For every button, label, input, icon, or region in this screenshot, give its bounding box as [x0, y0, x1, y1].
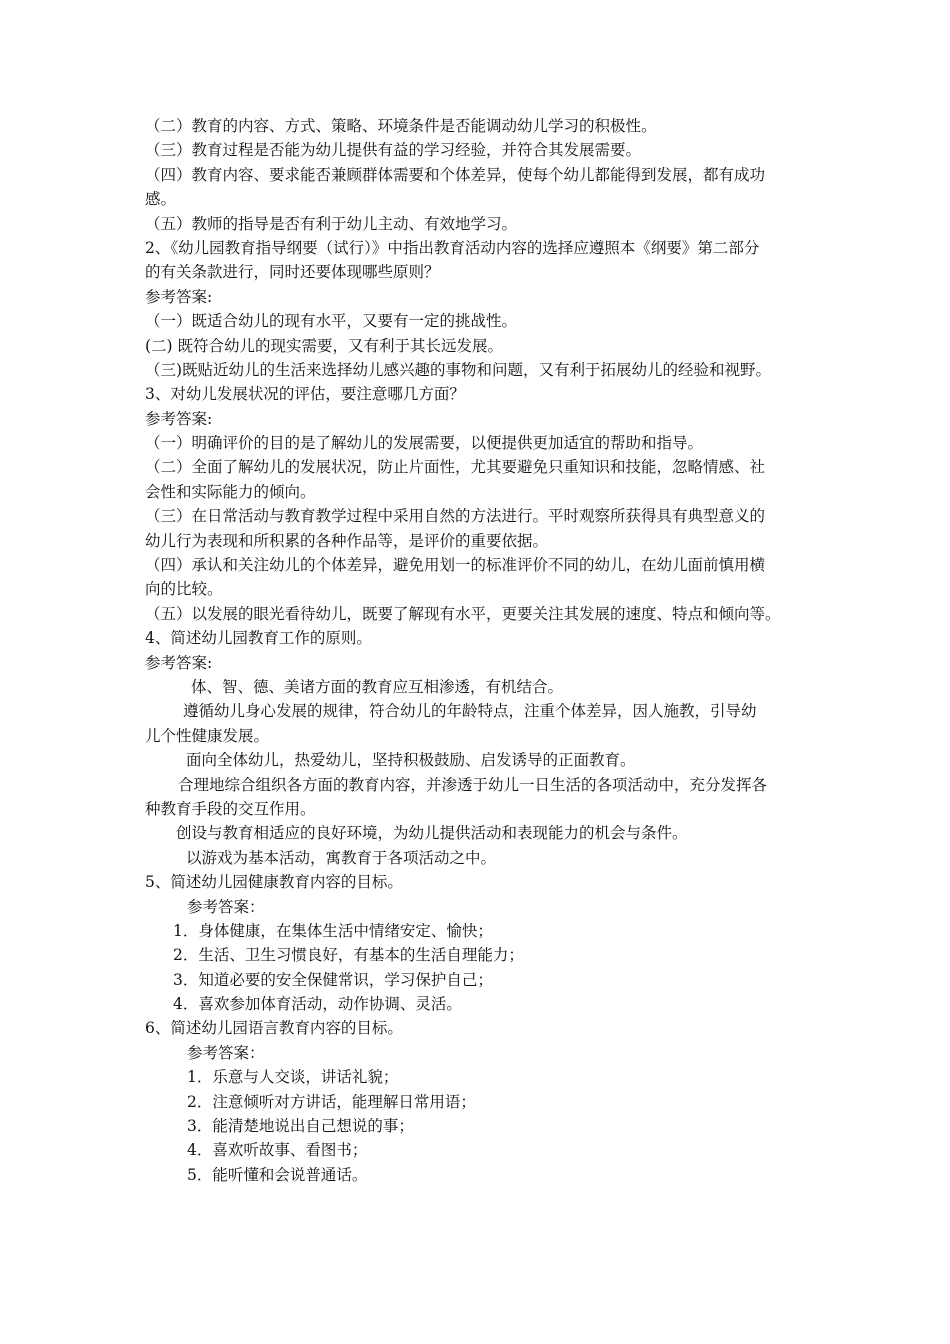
question-4: 4、简述幼儿园教育工作的原则。	[145, 629, 372, 648]
answer-item: （二）全面了解幼儿的发展状况，防止片面性，尤其要避免只重知识和技能，忽略情感、社	[145, 458, 766, 477]
criterion-item-4: （四）教育内容、要求能否兼顾群体需要和个体差异，使每个幼儿都能得到发展，都有成功	[145, 165, 766, 184]
question-6: 6、简述幼儿园语言教育内容的目标。	[145, 1019, 403, 1038]
answer-item-cont: 会性和实际能力的倾向。	[145, 482, 316, 501]
answer-item: （一）既适合幼儿的现有水平，又要有一定的挑战性。	[145, 312, 518, 331]
question-5: 5、简述幼儿园健康教育内容的目标。	[145, 873, 403, 892]
goal-item: 3．能清楚地说出自己想说的事；	[187, 1117, 414, 1136]
question-2: 2、《幼儿园教育指导纲要（试行）》中指出教育活动内容的选择应遵照本《纲要》第二部分	[145, 238, 760, 257]
principle-2-cont: 儿个性健康发展。	[145, 726, 270, 745]
principle-2: 遵循幼儿身心发展的规律，符合幼儿的年龄特点，注重个体差异，因人施教，引导幼	[183, 702, 757, 721]
goal-item: 4．喜欢听故事、看图书；	[187, 1141, 368, 1160]
criterion-item-4-cont: 感。	[145, 190, 177, 209]
answer-item: （三）在日常活动与教育教学过程中采用自然的方法进行。平时观察所获得具有典型意义的	[145, 507, 766, 526]
principle-6: 以游戏为基本活动，寓教育于各项活动之中。	[186, 848, 497, 867]
goal-item: 1．乐意与人交谈，讲话礼貌；	[187, 1068, 399, 1087]
principle-4: 合理地综合组织各方面的教育内容，并渗透于幼儿一日生活的各项活动中，充分发挥各	[178, 775, 768, 794]
answer-label: 参考答案：	[187, 1043, 265, 1062]
goal-item: 2．注意倾听对方讲话，能理解日常用语；	[187, 1092, 476, 1111]
answer-item: （五）以发展的眼光看待幼儿，既要了解现有水平，更要关注其发展的速度、特点和倾向等。	[145, 604, 781, 623]
answer-item: （三)既贴近幼儿的生活来选择幼儿感兴趣的事物和问题，又有利于拓展幼儿的经验和视野。	[145, 360, 772, 379]
goal-item: 2．生活、卫生习惯良好，有基本的生活自理能力；	[173, 946, 524, 965]
answer-label: 参考答案:	[145, 653, 213, 672]
answer-item: （一）明确评价的目的是了解幼儿的发展需要，以便提供更加适宜的帮助和指导。	[145, 434, 704, 453]
answer-item: （四）承认和关注幼儿的个体差异，避免用划一的标准评价不同的幼儿，在幼儿面前慎用横	[145, 556, 766, 575]
principle-3: 面向全体幼儿，热爱幼儿，坚持积极鼓励、启发诱导的正面教育。	[186, 751, 636, 770]
principle-5: 创设与教育相适应的良好环境，为幼儿提供活动和表现能力的机会与条件。	[176, 824, 688, 843]
goal-item: 4．喜欢参加体育活动，动作协调、灵活。	[173, 995, 462, 1014]
answer-label: 参考答案:	[145, 287, 213, 306]
principle-1: 体、智、德、美诸方面的教育应互相渗透，有机结合。	[191, 677, 564, 696]
goal-item: 3．知道必要的安全保健常识，学习保护自己；	[173, 970, 493, 989]
answer-item-cont: 向的比较。	[145, 580, 223, 599]
document-body	[145, 114, 817, 1187]
criterion-item-2: （二）教育的内容、方式、策略、环境条件是否能调动幼儿学习的积极性。	[145, 117, 657, 135]
criterion-item-5: （五）教师的指导是否有利于幼儿主动、有效地学习。	[145, 214, 518, 233]
answer-item-cont: 幼儿行为表现和所积累的各种作品等，是评价的重要依据。	[145, 531, 549, 550]
answer-label: 参考答案:	[145, 409, 213, 428]
question-3: 3、对幼儿发展状况的评估，要注意哪几方面？	[145, 385, 465, 404]
criterion-item-3: （三）教育过程是否能为幼儿提供有益的学习经验，并符合其发展需要。	[145, 141, 642, 160]
question-2-cont: 的有关条款进行，同时还要体现哪些原则？	[145, 263, 440, 282]
answer-label: 参考答案：	[187, 897, 265, 916]
principle-4-cont: 种教育手段的交互作用。	[145, 799, 316, 818]
goal-item: 5．能听懂和会说普通话。	[187, 1165, 368, 1184]
goal-item: 1．身体健康，在集体生活中情绪安定、愉快；	[173, 921, 493, 940]
answer-item: (二) 既符合幼儿的现实需要，又有利于其长远发展。	[145, 336, 504, 355]
